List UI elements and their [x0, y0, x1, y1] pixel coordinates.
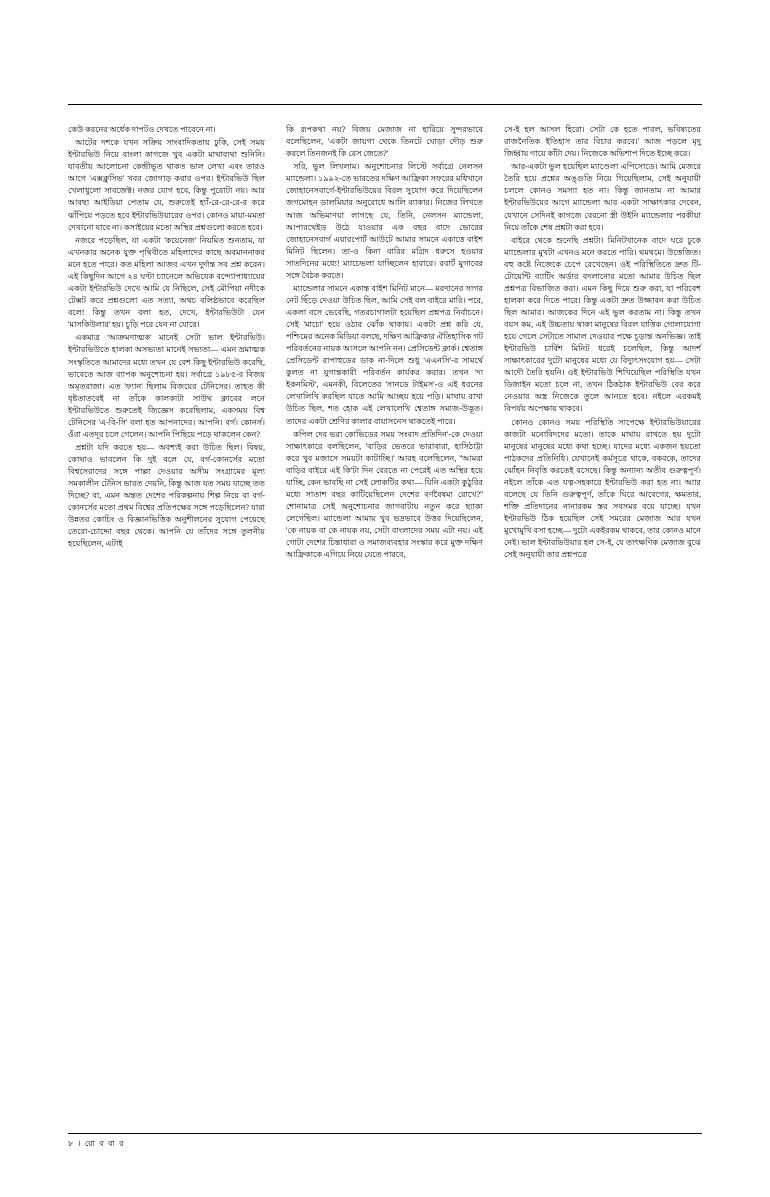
top-rule-divider	[68, 104, 702, 105]
paragraph: কেউ করনের অর্ধেক দাপটও দেখতে পাবেনে না।	[68, 125, 216, 134]
paragraph: কোনও কোনও সময় পরিস্থিতি সাপেক্ষে ইন্টারভিউয়ারের কাজটা মনোবিদদের মতো। তাকে মাথায় রাখতে হয় দুটো মানুষের মানুষের মধ্যে কথা হচ্ছে। যাদের মধ্যে একজন হয়তো পাঠকদের প্রতিনিধি। যেখানেই কর্মসূত্রে থাকে, বকবকে, তাদের ঝোঁহন নিবৃত্তি করতেই বসেছে। কিন্তু অন্যান্য অতীব গুরুত্বপূর্ণ। নইলে তাঁকে এত যত্ন-সহকারে ইন্টারভিউ করা হত না। আার বলেছে যে তিনি গুরুত্বপূর্ণ, তাঁকে ঘিরে আবেগের, ক্ষমতার, শক্তি প্রতিদানের নানারকম স্তর সবসমর বয়ে যাচ্ছে। যখন ইন্টারভিউ ঠিক হয়েছিল সেই সমরের মেজাজ আর যখন মুখোমুখি বসা হচ্ছে— দুটো একইরকম থাকবে, তার কোনও মানে নেই। ভাল ইন্টারভিউয়ার হল সে-ই, যে তাৎক্ষণিক মেজাজ বুঝে সেই অনুযায়ী তার প্রশ্নপত্রে	[504, 417, 701, 560]
paragraph: ম্যান্ডেলার সামনে একান্ত বাইশ মিনিট মানে— মরদানের সাগর নেট ছিঁড়ে দেওয়া উচিত ছিল, আমি সেই বল বাইরে মারি। পরে, একলা বসে ভেবেছি, গতরচাগালটা হয়েছিল প্রশ্নপত্র নির্বাচনে। সেই 'মাচো' হয়ে ওঠার ঝোঁক থাকায়। একটা প্রশ্ন করি যে, পশ্চিমের অনেক মিডিয়া বলছে, দক্ষিণ আফ্রিকার ঐতিহাসিক গট পরিবর্তনের নায়ক আসলে আপনি নন। প্রেসিডেন্ট ক্লার্ক। শ্বেতাঙ্গ প্রেসিডেন্ট রাপাহুডের ডাক না-দিলে শুধু 'এএনসি'-র সামর্থে কুলত না যুগান্তকারী পরিবর্তন কার্যকর করার। তখন 'দ্য ইকনমিস্ট', এমনকী, বিলেতের 'সানডে টাইমস'-ও এই ধরনের লেখালিখি করছিল যাতে আমি আচ্ছয় হয়ে পড়ি। মাথায় রাখা উচিত ছিল, শত হোক এই লেখালেখি শ্বেতাঙ্গ সমাজ-উদ্ভূত। তাদের একটা শ্রেণির কালার বায়াসনেস থাকতেই পারে।	[286, 284, 483, 426]
paragraph: একমাত্র 'আক্রমণাত্মক' মানেই সেটা ভাল ইন্টারভিউ। ইন্টারভিউতে হালকা অসভ্যতা মানেই সভ্যতা— এমন ভ্রমাত্মক সংস্কৃতিতে আমাদের মধ্যে তখন যে বেশ কিছু ইন্টারভিউ করেছি, ভাবেতে আজ ব্যাপক অনুশোচনা হয়। সর্বাগ্রে ১৯৮৫-র বিজয় অমৃতরাজা। এত 'ফ্যান' ছিলাম বিজয়ের টেনিসের। তাহত কী ধৃষ্টতাতবেই না তাঁকে কালকাটা সাউথ ক্লাবের লনে ইন্টারভিউতে শুরুতেই জিজ্ঞেস করেছিলাম, একসময় বিশ্ব টেনিসের 'এ-বি-সি' বলা হত আপনাদের। আপনি। বর্গ। কোনর্স। ওঁরা এতদূর চলে গেলেন। আপনি পিছিয়ে পড়ে থাকলেন কেন?	[68, 333, 265, 439]
paragraph: আর-একটা ভুল হয়েছিল ম্যাণ্ডেলা এপিসোডে। আমি মেজরে তৈরি হয়ে প্রশ্নের অঙ্গুতি নিয়ে গিয়েছিলাম, সেই অনুযায়ী চললে কোনও সমস্যা হত না। কিন্তু জানতাম না আমার ইন্টারভিউয়ের আগে ম্যান্ডেলা আর একটা সাক্ষাৎকার দেবেন, যেখানে সেদিনই কাগজে বেরনো স্ত্রী উইনি ম্যান্ডেলার পরকীয়া নিয়ে তাঁকে শেষ প্রশ্নটা করা হবে।	[504, 162, 701, 232]
paragraph: কপিল দেব ভরা কোভিডের সময় 'সংবাদ প্রতিদিন'-কে দেওয়া সাক্ষাৎকারে বলছিলেন, 'বাড়ির ভেতরে ভারাবারা, হাসিঠাট্টা করে খুব মজাসে সময়টা কাটাচ্ছি।' আরহ বলেছিলেন, ''আমরা বাড়ির বাইরে এই কি'টা দিন বেরতে না পেরেই এত অস্থির হয়ে যাচ্ছি, কেন ভাবছি না সেই লোকটির কথা— যিনি একটা কুঠুরির মধ্যে সাতাশ বছর কাটিয়েছিলেন দেশের বর্ণবৈষম্য রোখে?'' শোনামাত্র সেই অনুশোচনার জাগবাটায় নতুন করে ছ্যাকা লেগেছিল। ম্যান্ডেলা আমায় খুব ভদ্রভাবে উত্তর দিয়েছিলেন, 'কে নায়ক বা কে নায়ক নয়, সেটা বাংলাদের সময় এটা নয়। এই গোটা দেশের চিন্তাধারা ও সমাজব্যবহার সংস্কার করে মুক্ত দক্ষিণ আফ্রিকাকে এগিয়ে নিয়ে যেতে পারবে,	[286, 429, 483, 560]
paragraph: বাইরে থেকে শুনেছি প্রশ্নটা। মিনিটখানেক বাদে ঘরে ঢুকে ম্যান্ডেলার মুখটা এখনও মনে করতে পারি। থমথমে। উত্তেজিত। বহু কষ্টে নিজেকে চেপে রেখেছেন। ওই পরিস্থিতিতে দ্রুত টি-টোয়েন্টি ব্যাটিং অর্ডার বদলানোর মতো আমার উচিত ছিল প্রশ্নপত্র বিভাজিত করা। এমন কিছু দিয়ে শুরু করা, যা পরিবেশ হালকা করে দিতে পারে। কিন্তু একটা দ্রুত উজ্জাবন করা উচিত ছিল আমার। আজকের দিনে এই ভুল করতাম না। কিন্তু তখন বয়স কম, এই উচ্চতায় থাকা মানুষের বিরল যাত্তিক গোলাযোগা হয়ে গেলে সেটাতে সামাল দেওয়ার পক্ষে চূড়ান্ত অনভিজ্ঞ। তাই ইন্টারভিউ চার্বিশ মিনিট ধরেই চলেছিল, কিন্তু আদর্শ সাক্ষাৎকারের দুটো মানুষের মধ্যে যে বিদ্যুৎসংযোগ হয়— সেটা আদৌ তৈরি হয়নি। ওই ইন্টারভিউ শিখিয়েছিল পরিস্থিতি যখন ডিজাইন মতো চলে না, তখন ঠিকঠাক ইন্টারভিউ বের করে নেওয়ার অস্ত্র নিজেকে তুলে আনতে হবে। নইলে এরকমই বিপর্যয় অপেক্ষায় থাকবে।	[504, 235, 701, 414]
article-columns	[68, 124, 702, 1124]
text-column-2	[286, 124, 483, 1124]
paragraph: সে-ই হল আসল হিরো। সেটা কে হতে পারল, ভবিষ্যতের রাজনৈতিক ইতিহাস তার বিচার করবে।' আজ পড়লে মৃদু জিহ্বায় গায়ে কাঁটা দেয়। নিজেকে অভিশাপ দিতে ইচ্ছে করে।	[504, 125, 701, 159]
page-footer	[68, 1133, 702, 1155]
paragraph: সরি, ভুল লিখলাম। অনুশোচনার লিস্টে সর্বাগ্রে নেলসন ম্যান্ডেলা। ১৯৯২-তে ভারতের দক্ষিণ আফ্রিকা সফরের মধিখানে জোহানেসবার্গে-ইন্টারভিউয়ের বিরল সুযোগ করে দিয়েছিলেন জগমোহন ডালমিয়ার অনুরোধে আলি ব্যাকার। নিজের লিখতে আজ অভিমাণয়া লাগছে যে, তিনি, নেলসন ম্যান্ডেলা, আপারথেইড উঠে যাওয়ার এক বছর বাদে ভোরের জোহানেসবার্গ এয়ারপোর্ট আউটে আমার সামনে একাত্তে বাইশ মিনিট ছিলেন। তা-ও কিনা বারির মগ্রিদ ধরুসে হওয়ার সাতদিনের মধ্যে! ম্যাচেভলা যাচ্ছিলেন হারারে। রবার্ট মুগাবের সঙ্গে বৈঠক করতে।	[286, 162, 483, 280]
text-column-3	[504, 124, 701, 1124]
paragraph: কি রূপকথা নয়? বিজয় মেজাজ না হারিয়ে সুন্দরভাবে বলেছিলেন, 'একটা জায়গা থেকে তিনটে ঘোড়া দৌড় শুরু করলে তিনজনই কি রেস জেতে?'	[286, 125, 483, 159]
page-number-label: ৮ । রো ব বা র	[68, 1139, 125, 1148]
paragraph: প্রশ্নটা যদি করতে হয়— অবশ্যই করা উচিত ছিল। বিষয়, কোথাও ভাবলেন কি দুই বলে যে, বর্গ-কোনর্সের মতো বিশ্বসেরাদের সঙ্গে পাল্লা দেওয়ার অসীম সংগ্রামের মূল্য সমকালীন টেনিস ভারত দেয়নি, কিন্তু আজ যত সময় যাচ্ছে তত দিচ্ছে? বা, এমন অন্তত দেশের পরিকল্পনায় শিল্প নিয়ে বা বর্গ-কোনর্সের মতো প্রথম বিশ্বের প্রতিপক্ষের সঙ্গে পড়েছিলেন? যারা উন্নতর কোচিং ও বিজ্ঞানভিত্তিক অনুশীলনের সুযোগ পেয়েছে তেরো-চোদ্দো বছর থেকে। আপনি যে তাঁদের সঙ্গে তুলনীয় হয়েছিলেন, এটাই	[68, 443, 265, 549]
footer-rule-divider	[68, 1133, 702, 1134]
paragraph: নজরে পড়েছিল, যা একটা 'কয়েনেজ' নিয়মিত শুনতাম, যা এখনকার অনেক যুক্ত পৃথিবীতে মহিলাদের কাছে অবমাননাকর মনে হতে পারে। কত মহিলা আজব এখন দুর্দান্ত সব প্রশ্ন করেন। এই কিছুদিন আগে ২৪ ঘণ্টা চ্যানেলে অভিযেক বন্দ্যোপাধ্যায়ের একটা ইন্টারভিউ দেখে আমি যে নিছিলে, সেই মৌপিয়া নদীকে টেক্সট করে প্রশ্নগুলো এত সত্যা, অথচ বলিষ্ঠভাবে করেছিল বলে! কিন্তু তখন বলা হত, দেখে, ইন্টারভিউটা যেন 'মাসকিউলার' হয়। চুড়ি পরে যেন না যোরে।	[68, 235, 265, 330]
text-column-1	[68, 124, 265, 1124]
paragraph: আটের দশকে যখন সক্রিয় সাংবাদিকতায় ঢুকি, সেই সময় ইন্টারভিউ নিয়ে বাংলা কাগজে খুব একটা মাথাব্যথা শুনিনি। যাবতীয় আলোচনা কেন্দ্রীভূত থাকত ভাল লেখা এবং তারও আগে 'এক্সক্লুসিভ' খবর জোগাড় করার ওপর। ইন্টারভিউ ছিল খেলাধুলো সাবজেক্ট। নজর যোগ হবে, কিন্তু পুরোটা নয়। আর আবছা আইডিয়া পেতাম যে, শুরুতেই হ্যাঁ-রে-রে-রে-র করে ঝাঁপিয়ে পড়তে হবে ইন্টারভিউয়ারের ওপর। কোনও মায়া-মমতা দেখানো যাবে না। কসাইয়ের মতো অস্থির প্রশ্নগুলো করতে হবে।	[68, 138, 265, 232]
